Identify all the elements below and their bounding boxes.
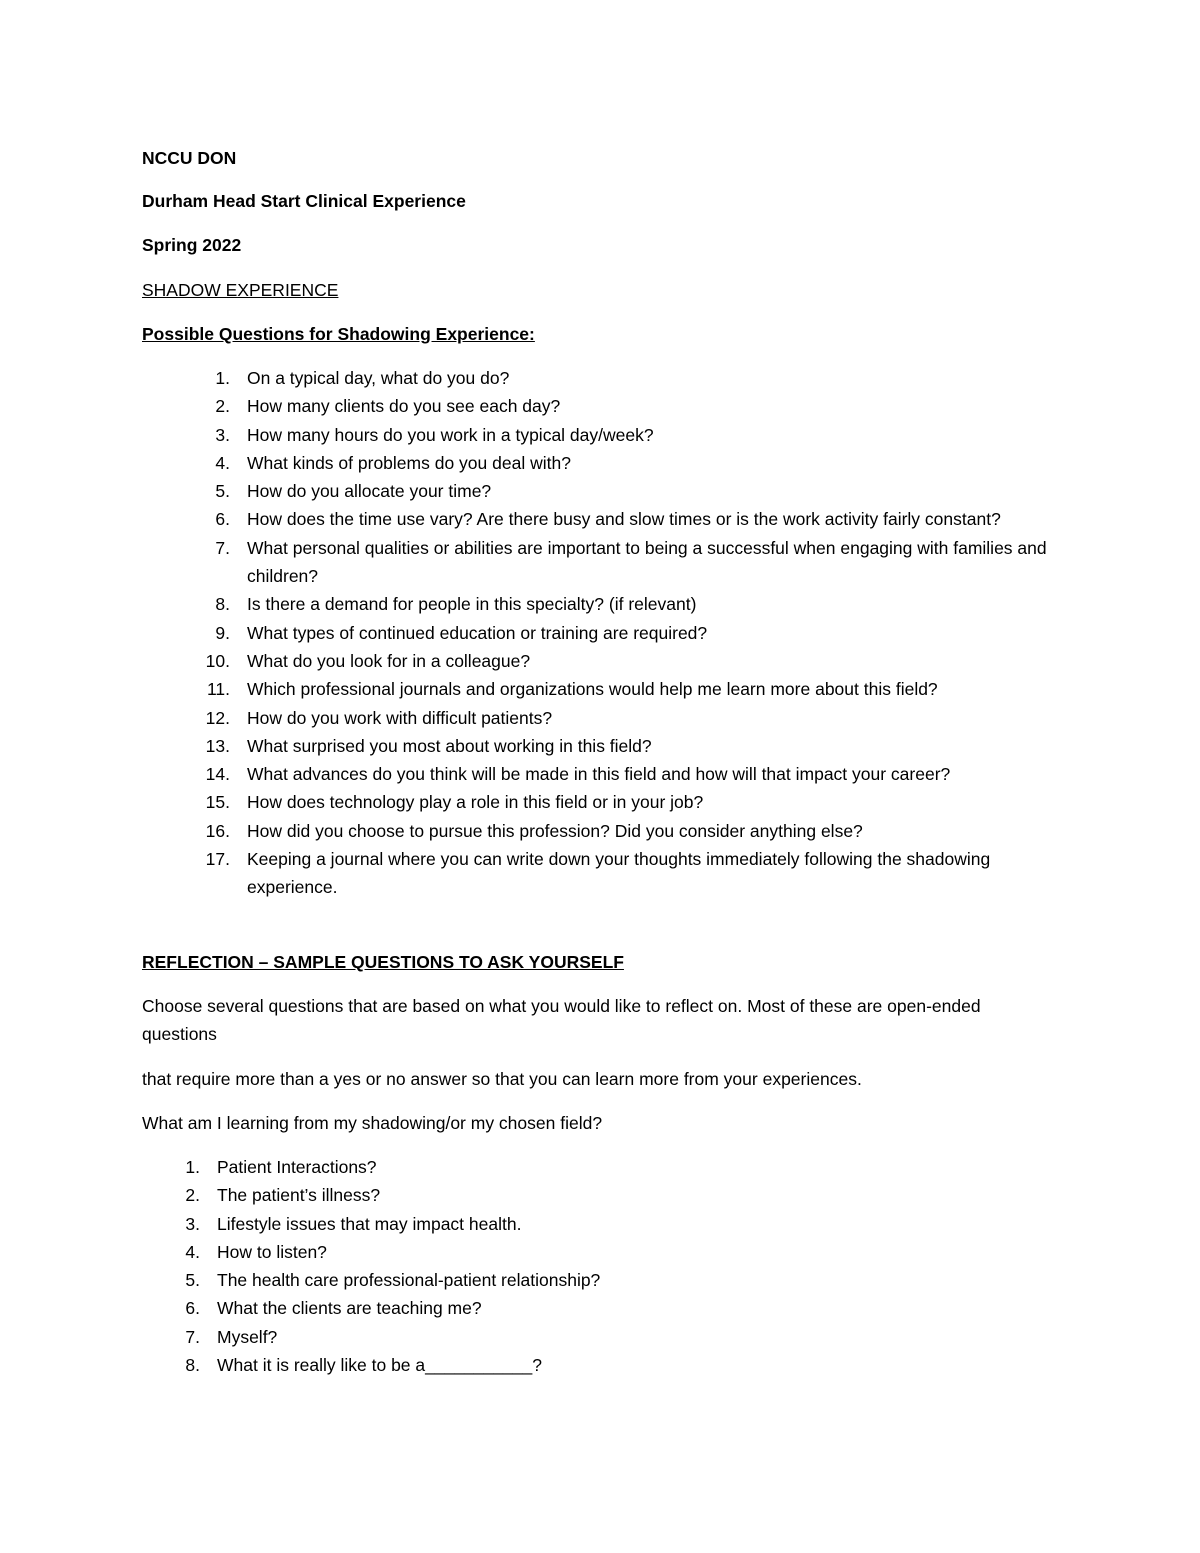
item-number: 2. [215, 396, 230, 417]
item-text: Which professional journals and organizations would help me learn more about this field? [247, 679, 938, 700]
item-text: How does the time use vary? Are there busy and slow times or is the work activity fairly constant? [247, 509, 1001, 530]
list-item [200, 534, 1080, 591]
list-item [170, 1210, 970, 1238]
item-text: How to listen? [217, 1241, 327, 1262]
list-item [200, 845, 1080, 902]
item-text: What do you look for in a colleague? [247, 650, 531, 671]
item-text: Keeping a journal where you can write down your thoughts immediately following the shadowing experience. [247, 849, 991, 898]
list-item [200, 421, 1080, 449]
item-text: How many clients do you see each day? [247, 396, 561, 417]
reflection-paragraph-1: Choose several questions that are based on what you would like to reflect on. Most of these are open-ended questions [142, 996, 981, 1044]
item-number: 5. [215, 481, 230, 502]
item-number: 17. [205, 849, 230, 870]
list-item [200, 817, 1080, 845]
item-text: What advances do you think will be made in this field and how will that impact your career? [247, 764, 951, 785]
item-number: 5. [185, 1270, 200, 1291]
item-number: 4. [185, 1241, 200, 1262]
list-item [200, 788, 1080, 816]
item-number: 1. [185, 1157, 200, 1177]
shadow-questions-list [200, 364, 1080, 902]
item-text: How do you work with difficult patients? [247, 707, 553, 728]
item-number: 8. [215, 594, 230, 615]
list-item [170, 1153, 970, 1181]
term: Spring 2022 [142, 235, 242, 255]
list-item [170, 1323, 970, 1351]
item-text: Patient Interactions? [217, 1157, 377, 1177]
list-item [200, 449, 1080, 477]
item-number: 3. [185, 1213, 200, 1234]
item-text: Myself? [217, 1326, 278, 1347]
item-number: 9. [215, 622, 230, 643]
item-number: 3. [215, 424, 230, 445]
item-number: 13. [205, 735, 230, 756]
item-number: 2. [185, 1185, 200, 1206]
item-number: 11. [206, 679, 230, 700]
item-number: 6. [215, 509, 230, 530]
item-number: 7. [215, 537, 230, 558]
item-number: 10. [205, 650, 230, 671]
item-text: What the clients are teaching me? [217, 1298, 482, 1319]
reflection-questions-list [170, 1153, 970, 1379]
item-number: 12. [205, 707, 230, 728]
reflection-heading: REFLECTION – SAMPLE QUESTIONS TO ASK YOURSELF [142, 952, 624, 972]
list-item [170, 1294, 970, 1322]
item-number: 14. [205, 764, 230, 785]
list-item [200, 675, 1080, 703]
item-number: 7. [185, 1326, 200, 1347]
item-text: What personal qualities or abilities are important to being a successful when engaging with families and children? [247, 537, 1047, 587]
item-text: The patient’s illness? [217, 1185, 381, 1206]
reflection-paragraph-2: that require more than a yes or no answer so that you can learn more from your experiences. [142, 1069, 862, 1089]
list-item [200, 619, 1080, 647]
item-text: What kinds of problems do you deal with? [247, 452, 571, 473]
section-title: SHADOW EXPERIENCE [142, 280, 339, 300]
list-item [170, 1181, 970, 1209]
list-item [200, 760, 1080, 788]
list-item [200, 392, 1080, 420]
org-name: NCCU DON [142, 148, 237, 168]
list-item [200, 505, 1080, 533]
item-text: How do you allocate your time? [247, 481, 492, 502]
item-text: Is there a demand for people in this specialty? (if relevant) [247, 594, 697, 615]
item-number: 16. [205, 820, 230, 841]
list-item [200, 647, 1080, 675]
list-item [170, 1351, 970, 1379]
item-text: What it is really like to be a___________? [217, 1355, 542, 1376]
item-text: How many hours do you work in a typical day/week? [247, 424, 654, 445]
list-item [200, 590, 1080, 618]
item-text: How did you choose to pursue this profession? Did you consider anything else? [247, 820, 863, 841]
list-item [200, 477, 1080, 505]
item-text: What surprised you most about working in this field? [247, 735, 652, 756]
item-number: 15. [205, 792, 230, 813]
item-number: 4. [215, 452, 230, 473]
list-item [170, 1238, 970, 1266]
item-number: 8. [185, 1355, 200, 1376]
reflection-paragraph-3: What am I learning from my shadowing/or my chosen field? [142, 1113, 603, 1133]
item-number: 1. [215, 368, 230, 388]
questions-heading: Possible Questions for Shadowing Experience: [142, 324, 535, 344]
course-title: Durham Head Start Clinical Experience [142, 191, 466, 211]
item-text: What types of continued education or training are required? [247, 622, 708, 643]
list-item [200, 364, 1080, 392]
item-text: How does technology play a role in this field or in your job? [247, 792, 704, 813]
item-number: 6. [185, 1298, 200, 1319]
list-item [200, 732, 1080, 760]
item-text: Lifestyle issues that may impact health. [217, 1213, 522, 1234]
item-text: On a typical day, what do you do? [247, 368, 510, 388]
list-item [170, 1266, 970, 1294]
item-text: The health care professional-patient relationship? [217, 1270, 601, 1291]
list-item [200, 704, 1080, 732]
